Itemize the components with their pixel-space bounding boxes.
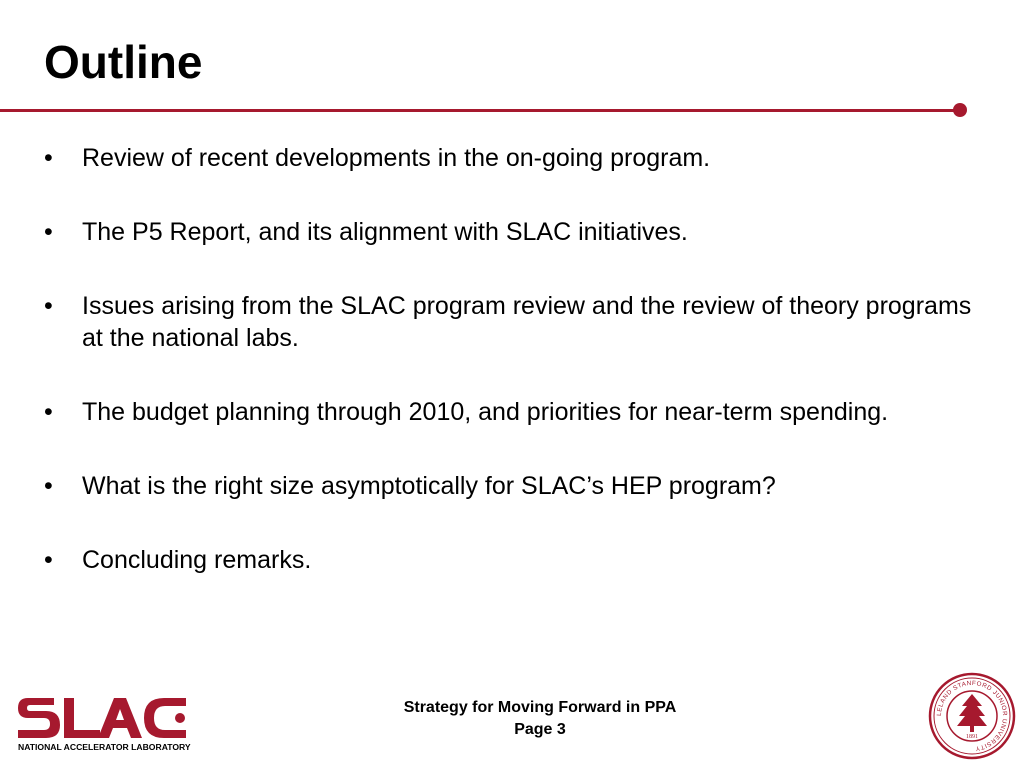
bullet-marker: • — [44, 218, 53, 246]
tree-icon — [957, 694, 987, 732]
bullet-list — [44, 142, 974, 618]
slac-logo — [14, 684, 194, 754]
seal-lettering: LELAND STANFORD JUNIOR UNIVERSITY — [935, 679, 1009, 752]
title-divider — [0, 109, 962, 112]
title-divider-dot — [953, 103, 967, 117]
bullet-item — [44, 142, 974, 174]
logo-letter-a — [98, 698, 142, 738]
presentation-title: Strategy for Moving Forward in PPA — [403, 699, 677, 716]
bullet-text: Concluding remarks. — [82, 546, 312, 574]
bullet-item — [44, 290, 974, 354]
bullet-marker: • — [44, 292, 53, 320]
bullet-item — [44, 544, 974, 576]
logo-subtitle: NATIONAL ACCELERATOR LABORATORY — [18, 742, 191, 752]
bullet-text: Review of recent developments in the on-going program. — [82, 144, 711, 172]
bullet-text: Issues arising from the SLAC program review and the review of theory programs at the national labs. — [82, 292, 972, 352]
logo-letter-l — [64, 698, 100, 738]
bullet-item — [44, 470, 974, 502]
logo-letter-s — [18, 698, 60, 738]
slide-title: Outline — [44, 36, 203, 88]
footer-caption — [340, 697, 740, 741]
bullet-text: The budget planning through 2010, and priorities for near-term spending. — [82, 398, 889, 426]
bullet-marker: • — [44, 546, 53, 574]
bullet-marker: • — [44, 398, 53, 426]
bullet-marker: • — [44, 472, 53, 500]
bullet-item — [44, 216, 974, 248]
stanford-seal — [928, 672, 1016, 760]
logo-dot — [175, 713, 185, 723]
bullet-marker: • — [44, 144, 53, 172]
page-number: Page 3 — [514, 721, 566, 738]
bullet-text: The P5 Report, and its alignment with SLAC initiatives. — [82, 218, 688, 246]
bullet-text: What is the right size asymptotically for SLAC’s HEP program? — [82, 472, 776, 500]
seal-year: 1891 — [966, 734, 978, 740]
bullet-item — [44, 396, 974, 428]
